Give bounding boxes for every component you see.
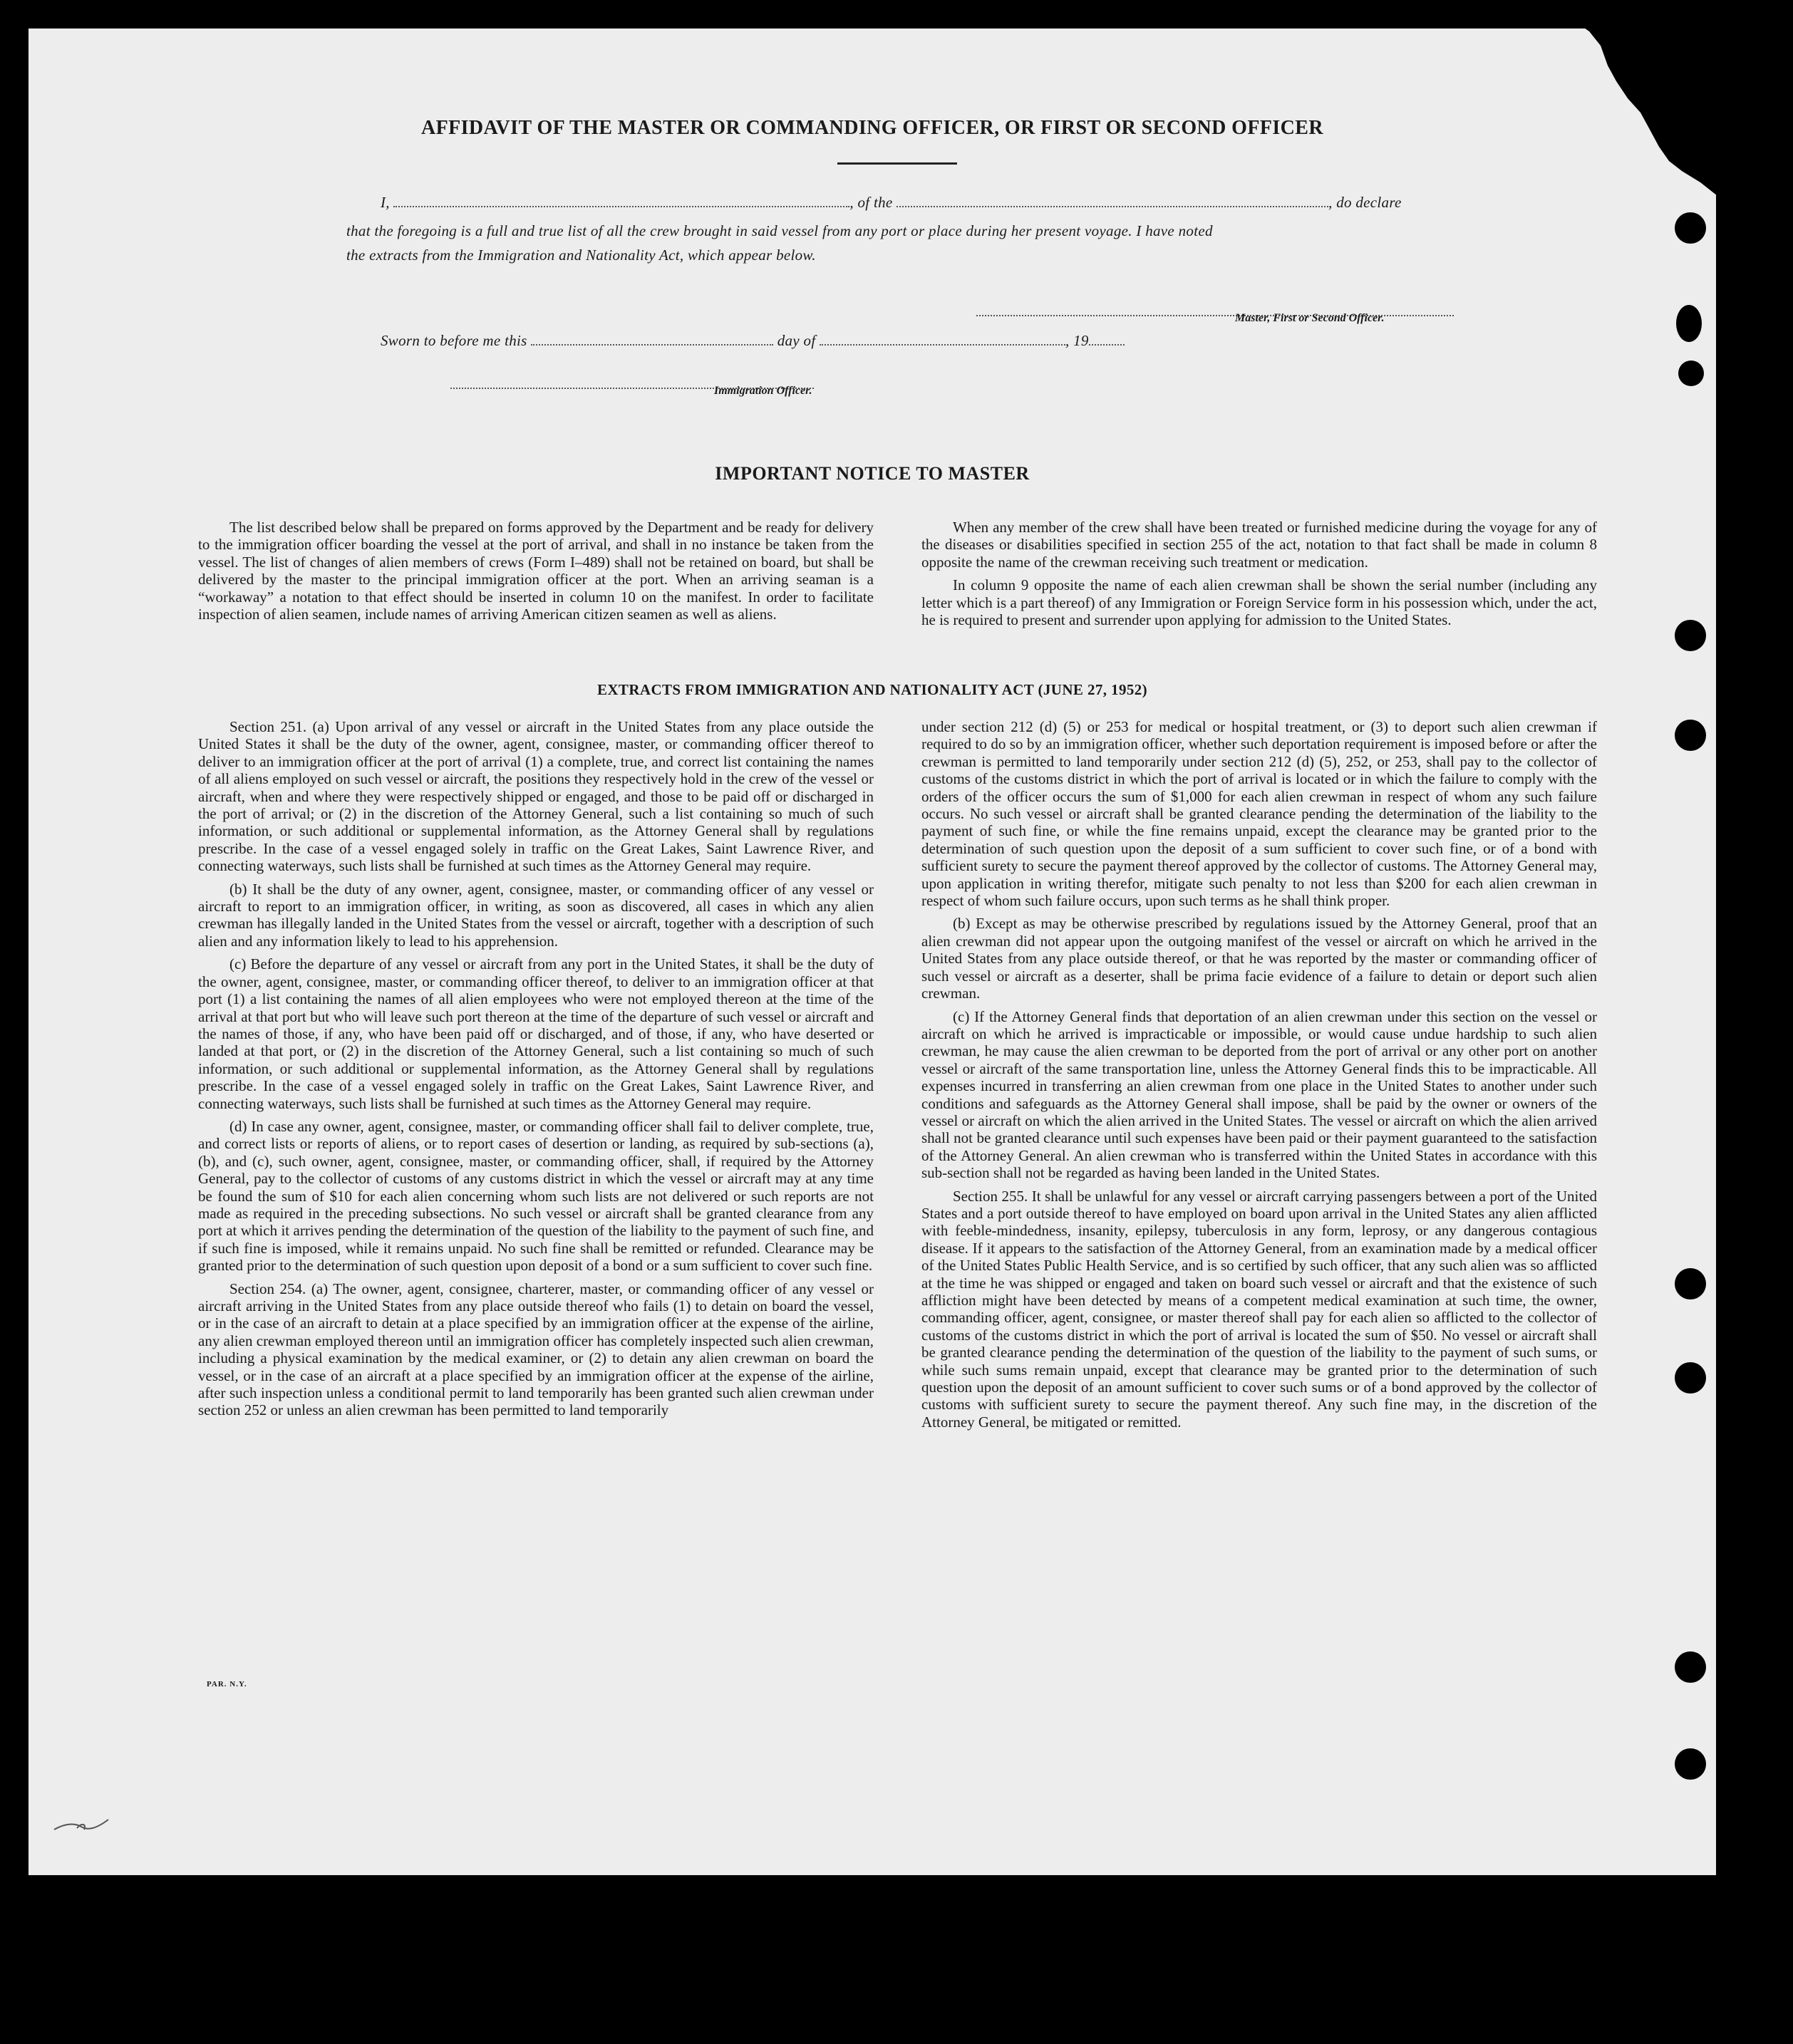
section-paragraph: (b) It shall be the duty of any owner, agent, consignee, master, or commanding officer of any vessel or aircraft to report to an immigration officer, in writing, as soon as discovered, all cases in which any alien crewman has illegally landed in the United States from the vessel or aircraft, together with a description of such alien and any information likely to lead to his apprehension. bbox=[198, 880, 874, 950]
extracts-left-column bbox=[198, 718, 874, 1419]
document-page bbox=[29, 28, 1716, 1875]
section-paragraph: under section 212 (d) (5) or 253 for medical or hospital treatment, or (3) to deport such alien crewman if required to do so by an immigration officer, whether such deportation requirement is imposed before or after the crewman is permitted to land temporarily under section 212 (d) (5), 252, or 253, shall pay to the collector of customs of the customs district in which the port of arrival is located or in which the failure to comply with the orders of the officer occurs the sum of $1,000 for each alien crewman in respect of whom any such failure occurs. No such vessel or aircraft shall be granted clearance pending the determination of the liability to the payment of such fine, or while the fine remains unpaid, except the clearance may be granted prior to the determination of such question upon the deposit of a sum sufficient to cover such fine, or of a bond with sufficient surety to secure the payment thereof approved by the collector of customs. The Attorney General may, upon application in writing therefor, mitigate such penalty to not less than $200 for each alien crewman in respect of whom such failure occurs, upon such terms as he shall think proper. bbox=[921, 718, 1597, 910]
section-paragraph: (b) Except as may be otherwise prescribed by regulations issued by the Attorney General, proof that an alien crewman did not appear upon the outgoing manifest of the vessel or aircraft on which he arrived in the United States from any place outside thereof, or that he was reported by the master or commanding officer of such vessel or aircraft as a deserter, shall be prima facie evidence of a failure to detain or deport such alien crewman. bbox=[921, 915, 1597, 1002]
master-caption: Master, First or Second Officer. bbox=[1235, 312, 1385, 324]
declaration-line-3: the extracts from the Immigration and Nationality Act, which appear below. bbox=[346, 247, 816, 264]
punch-hole bbox=[1675, 620, 1706, 651]
notice-left-column bbox=[198, 519, 874, 623]
punch-hole bbox=[1675, 720, 1706, 751]
punch-hole bbox=[1675, 212, 1706, 244]
sworn-month-fill[interactable] bbox=[820, 333, 1065, 346]
printer-mark: PAR. N.Y. bbox=[207, 1680, 247, 1688]
notice-paragraph: When any member of the crew shall have been treated or furnished medicine during the voyage for any of the diseases or disabilities specified in section 255 of the act, notation to that fact shall be made in column 8 opposite the name of the crewman receiving such treatment or medication. bbox=[921, 519, 1597, 571]
notice-right-column bbox=[921, 519, 1597, 628]
section-paragraph: Section 254. (a) The owner, agent, consignee, charterer, master, or commanding officer of any vessel or aircraft arriving in the United States from any place outside thereof who fails (1) to detain on board the vessel, or in the case of an aircraft to detain at a place specified by an immigration officer at the expense of the airline, any alien crewman employed thereon until an immigration officer has completely inspected such alien crewman, including a physical examination by the medical examiner, or (2) to detain any alien crewman on board the vessel, or in the case of an aircraft at a place specified by an immigration officer at the expense of the airline, after such inspection unless a conditional permit to land temporarily has been granted such alien crewman under section 252 or unless an alien crewman has been permitted to land temporarily bbox=[198, 1280, 874, 1419]
section-paragraph: Section 255. It shall be unlawful for any vessel or aircraft carrying passengers between a port of the United States and a port outside thereof to have employed on board upon arrival in the United States any alien afflicted with feeble-mindedness, insanity, epilepsy, tuberculosis in any form, leprosy, or any dangerous contagious disease. If it appears to the satisfaction of the Attorney General, from an examination made by a medical officer of the United States Public Health Service, and is so certified by such officer, that any such alien was so afflicted at the time he was shipped or engaged and taken on board such vessel or aircraft and that the existence of such affliction might have been detected by means of a competent medical examination at such time, the owner, commanding officer, agent, consignee, or master thereof shall pay for each alien so afflicted to the collector of customs of the customs district in which the port of arrival is located the sum of $50. No vessel or aircraft shall be granted clearance pending the determination of the question of the liability to the payment of such sums, or while such sums remain unpaid, except that clearance may be granted prior to the determination of such question upon the deposit of an amount sufficient to cover such sums or of a bond approved by the collector of customs with sufficient surety to secure the payment thereof. Any such fine may, in the discretion of the Attorney General, be mitigated or remitted. bbox=[921, 1187, 1597, 1431]
notice-paragraph: The list described below shall be prepared on forms approved by the Department and be ready for delivery to the immigration officer boarding the vessel at the port of arrival, and shall in no instance be taken from the vessel. The list of changes of alien members of crews (Form I–489) shall not be retained on board, but shall be delivered by the master to the principal immigration officer at the port. When an arriving seaman is a “workaway” a notation to that effect should be inserted in column 10 on the manifest. In order to facilitate inspection of alien seamen, include names of arriving American citizen seamen as well as aliens. bbox=[198, 519, 874, 623]
section-paragraph: (c) If the Attorney General finds that deportation of an alien crewman under this section on the vessel or aircraft on which he arrived is impracticable or impossible, or would cause undue hardship to such alien crewman, he may cause the alien crewman to be deported from the port of arrival or any other port on another vessel or aircraft of the same transportation line, unless the Attorney General finds this to be impracticable. All expenses incurred in transferring an alien crewman from one place in the United States to another under such conditions and safeguards as the Attorney General shall impose, shall be paid by the owner or owners of the vessel or aircraft on which the alien arrived in the United States. The vessel or aircraft on which the alien arrived shall not be granted clearance until such expenses have been paid or their payment guaranteed to the satisfaction of the Attorney General. An alien crewman who is transferred within the United States in accordance with this sub-section shall not be regarded as having been landed in the United States. bbox=[921, 1007, 1597, 1182]
sworn-year-fill[interactable] bbox=[1089, 333, 1125, 346]
section-paragraph: (d) In case any owner, agent, consignee, master, or commanding officer shall fail to deliver complete, true, and correct lists or reports of aliens, or to report cases of desertion or landing, as required by sub-sections (a), (b), and (c), such owner, agent, consignee, master, or commanding officer, shall, if required by the Attorney General, pay to the collector of customs of any customs district in which the vessel or aircraft may at any time be found the sum of $10 for each alien concerning whom such lists are not delivered or such reports are not made as required in the preceding subsections. No such vessel or aircraft shall be granted clearance from any port at which it arrives pending the determination of the question of the liability to the payment of such fine, and if such fine is imposed, while it remains unpaid. No such fine shall be remitted or refunded. Clearance may be granted prior to the determination of such question upon deposit of a bond or a sum sufficient to cover such fine. bbox=[198, 1117, 874, 1275]
notice-paragraph: In column 9 opposite the name of each alien crewman shall be shown the serial number (including any letter which is a part thereof) of any Immigration or Foreign Service form in his possession which, under the act, he is required to present and surrender upon applying for admission to the United States. bbox=[921, 576, 1597, 629]
name-fill-line[interactable] bbox=[393, 194, 849, 207]
declaration-line-1: I, , of the , do declare bbox=[381, 194, 1402, 211]
declaration-line-2: that the foregoing is a full and true list of all the crew brought in said vessel from any port or place during her present voyage. I have noted bbox=[346, 222, 1213, 239]
punch-hole bbox=[1676, 305, 1702, 342]
punch-hole bbox=[1675, 1651, 1706, 1683]
section-paragraph: Section 251. (a) Upon arrival of any vessel or aircraft in the United States from any place outside the United States it shall be the duty of the owner, agent, consignee, master, or commanding officer thereof to deliver to an immigration officer at the port of arrival (1) a complete, true, and correct list containing the names of all aliens employed on such vessel or aircraft, the positions they respectively hold in the crew of the vessel or aircraft, when and where they were respectively shipped or engaged, and those to be paid off or discharged in the port of arrival; or (2) in the discretion of the Attorney General, such a list containing so much of such information, or such additional or supplemental information, as the Attorney General shall by regulations prescribe. In the case of a vessel engaged solely in traffic on the Great Lakes, Saint Lawrence River, and connecting waterways, such lists shall be furnished at such times as the Attorney General may require. bbox=[198, 718, 874, 875]
extracts-right-column bbox=[921, 718, 1597, 1431]
officer-caption: Immigration Officer. bbox=[714, 385, 812, 397]
notice-title: IMPORTANT NOTICE TO MASTER bbox=[715, 463, 1030, 484]
pen-mark bbox=[50, 1810, 114, 1838]
vessel-fill-line[interactable] bbox=[896, 194, 1328, 207]
punch-hole bbox=[1675, 1268, 1706, 1299]
extracts-title: EXTRACTS FROM IMMIGRATION AND NATIONALITY ACT (JUNE 27, 1952) bbox=[596, 681, 1148, 698]
sworn-line: Sworn to before me this day of , 19 bbox=[381, 332, 1125, 350]
punch-hole bbox=[1678, 360, 1704, 386]
punch-hole bbox=[1675, 1362, 1706, 1394]
sworn-date-fill[interactable] bbox=[531, 333, 773, 346]
title-rule bbox=[837, 162, 957, 165]
section-paragraph: (c) Before the departure of any vessel or aircraft from any port in the United States, it shall be the duty of the owner, agent, consignee, master, or commanding officer thereof, to deliver to an immigration officer at that port (1) a list containing the names of all alien employees who were not employed thereon at the time of the arrival at that port but who will leave such port thereon at the time of the departure of such vessel or aircraft and the names of those, if any, who have been paid off or discharged, and of those, if any, who have deserted or landed at that port, or (2) in the discretion of the Attorney General, such a list containing so much of such information, or such additional or supplemental information, as the Attorney General shall by regulations prescribe. In the case of a vessel engaged solely in traffic on the Great Lakes, Saint Lawrence River, and connecting waterways, such lists shall be furnished at such times as the Attorney General may require. bbox=[198, 955, 874, 1112]
affidavit-title: AFFIDAVIT OF THE MASTER OR COMMANDING OFFICER, OR FIRST OR SECOND OFFICER bbox=[421, 117, 1323, 139]
punch-hole bbox=[1675, 1748, 1706, 1780]
